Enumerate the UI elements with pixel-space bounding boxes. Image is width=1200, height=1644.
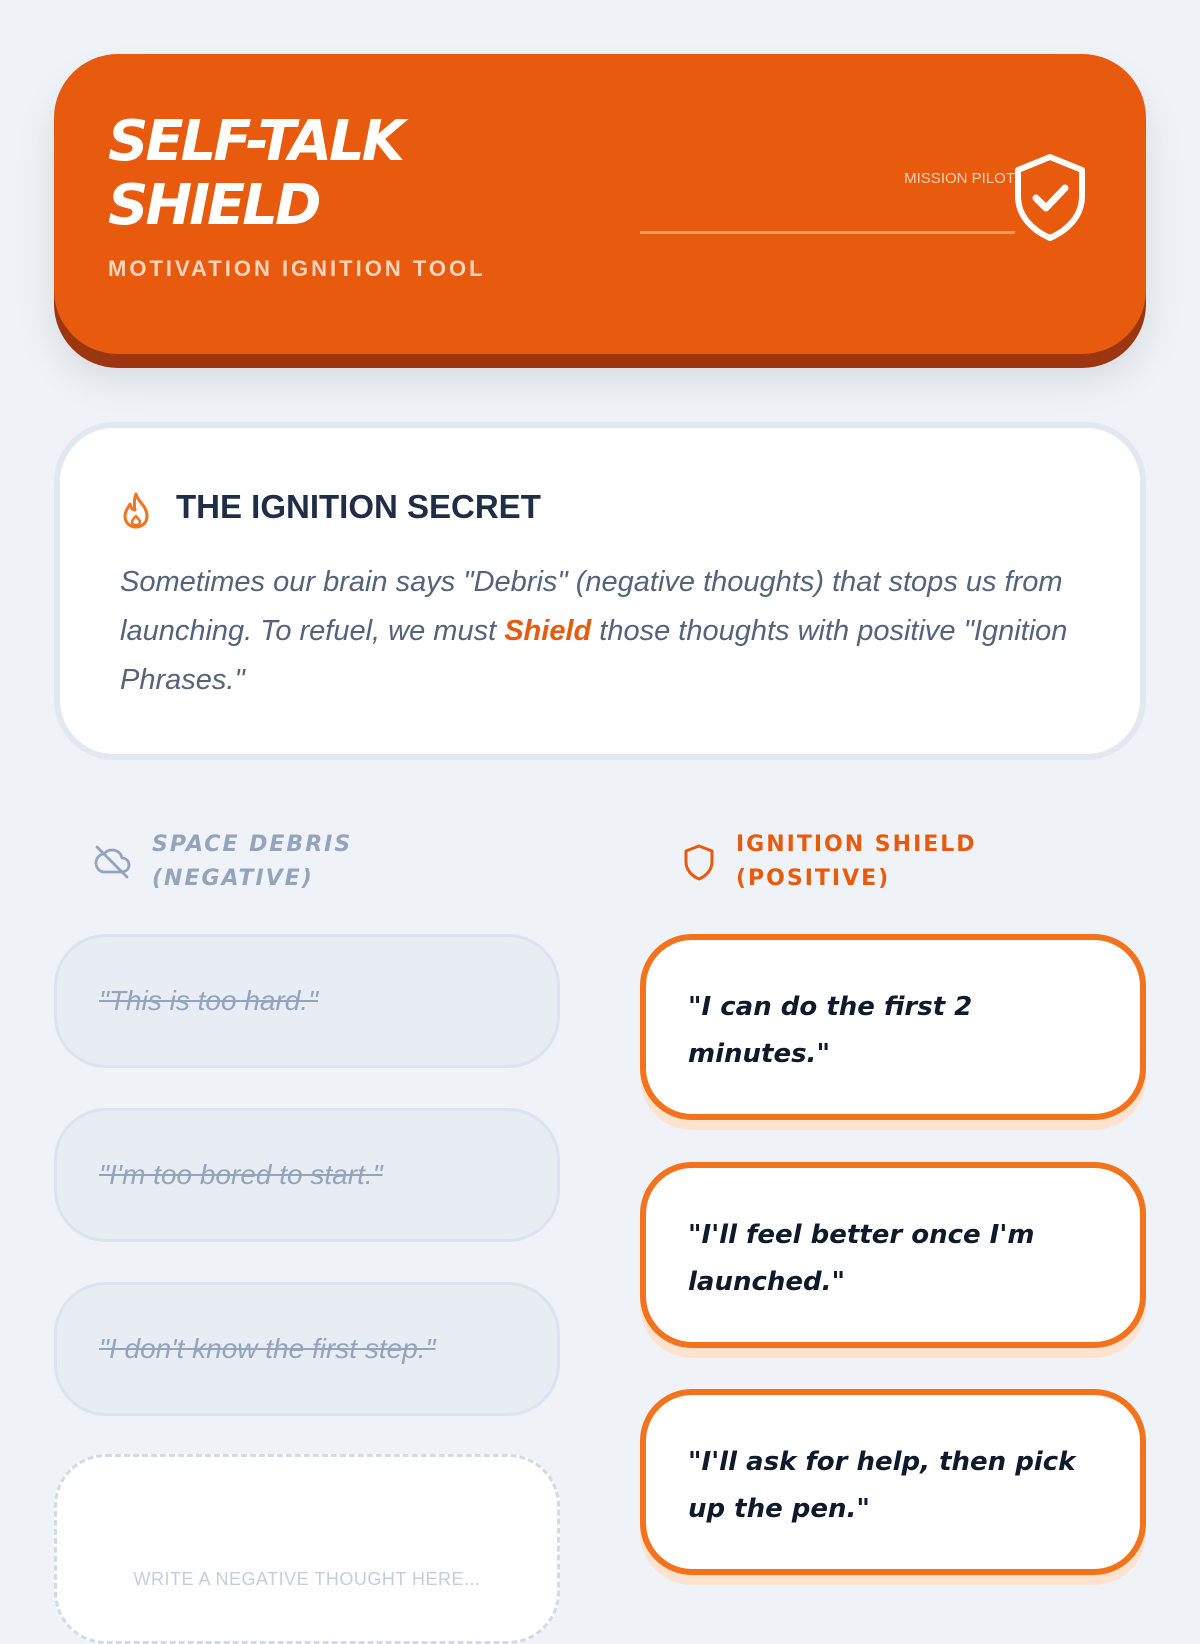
debris-item[interactable]: "I'm too bored to start." — [54, 1108, 560, 1242]
ignition-secret-title: THE IGNITION SECRET — [176, 488, 541, 525]
flame-icon — [120, 490, 152, 530]
space-debris-heading — [152, 828, 452, 896]
ignition-shield-heading-line2: (POSITIVE) — [736, 866, 891, 891]
header-banner — [54, 54, 1146, 354]
ignition-phrase-card[interactable]: "I'll feel better once I'm launched." — [640, 1162, 1146, 1348]
secret-body-highlight: Shield — [504, 615, 592, 647]
secret-body-text: Sometimes our brain says "Debris" (negative thoughts) that stops us from launching. To refuel, we must — [120, 566, 1063, 647]
negative-thought-input[interactable] — [54, 1454, 560, 1644]
ignition-shield-heading-line1: IGNITION SHIELD — [736, 832, 977, 857]
ignition-phrase-card[interactable]: "I can do the first 2 minutes." — [640, 934, 1146, 1120]
app-subtitle: MOTIVATION IGNITION TOOL — [108, 256, 486, 281]
app-title-line2: SHIELD — [108, 173, 319, 238]
app-title — [108, 110, 528, 238]
space-debris-heading-line1: SPACE DEBRIS — [152, 832, 353, 857]
ignition-phrase-card[interactable]: "I'll ask for help, then pick up the pen." — [640, 1389, 1146, 1575]
ignition-secret-body — [120, 558, 1100, 705]
cloud-off-icon — [92, 842, 132, 882]
shield-check-icon — [1010, 152, 1090, 242]
app-title-line1: SELF-TALK — [108, 109, 403, 174]
debris-item[interactable]: "This is too hard." — [54, 934, 560, 1068]
mission-pilot-input[interactable] — [640, 190, 1015, 234]
ignition-secret-card — [54, 422, 1146, 760]
mission-pilot-label: MISSION PILOT — [904, 170, 1015, 187]
debris-item[interactable]: "I don't know the first step." — [54, 1282, 560, 1416]
ignition-shield-heading — [736, 828, 1036, 896]
space-debris-heading-line2: (NEGATIVE) — [152, 866, 314, 891]
shield-icon — [682, 842, 716, 882]
secret-body-text-end: those thoughts with positive "Ignition Phrases." — [120, 615, 1068, 696]
